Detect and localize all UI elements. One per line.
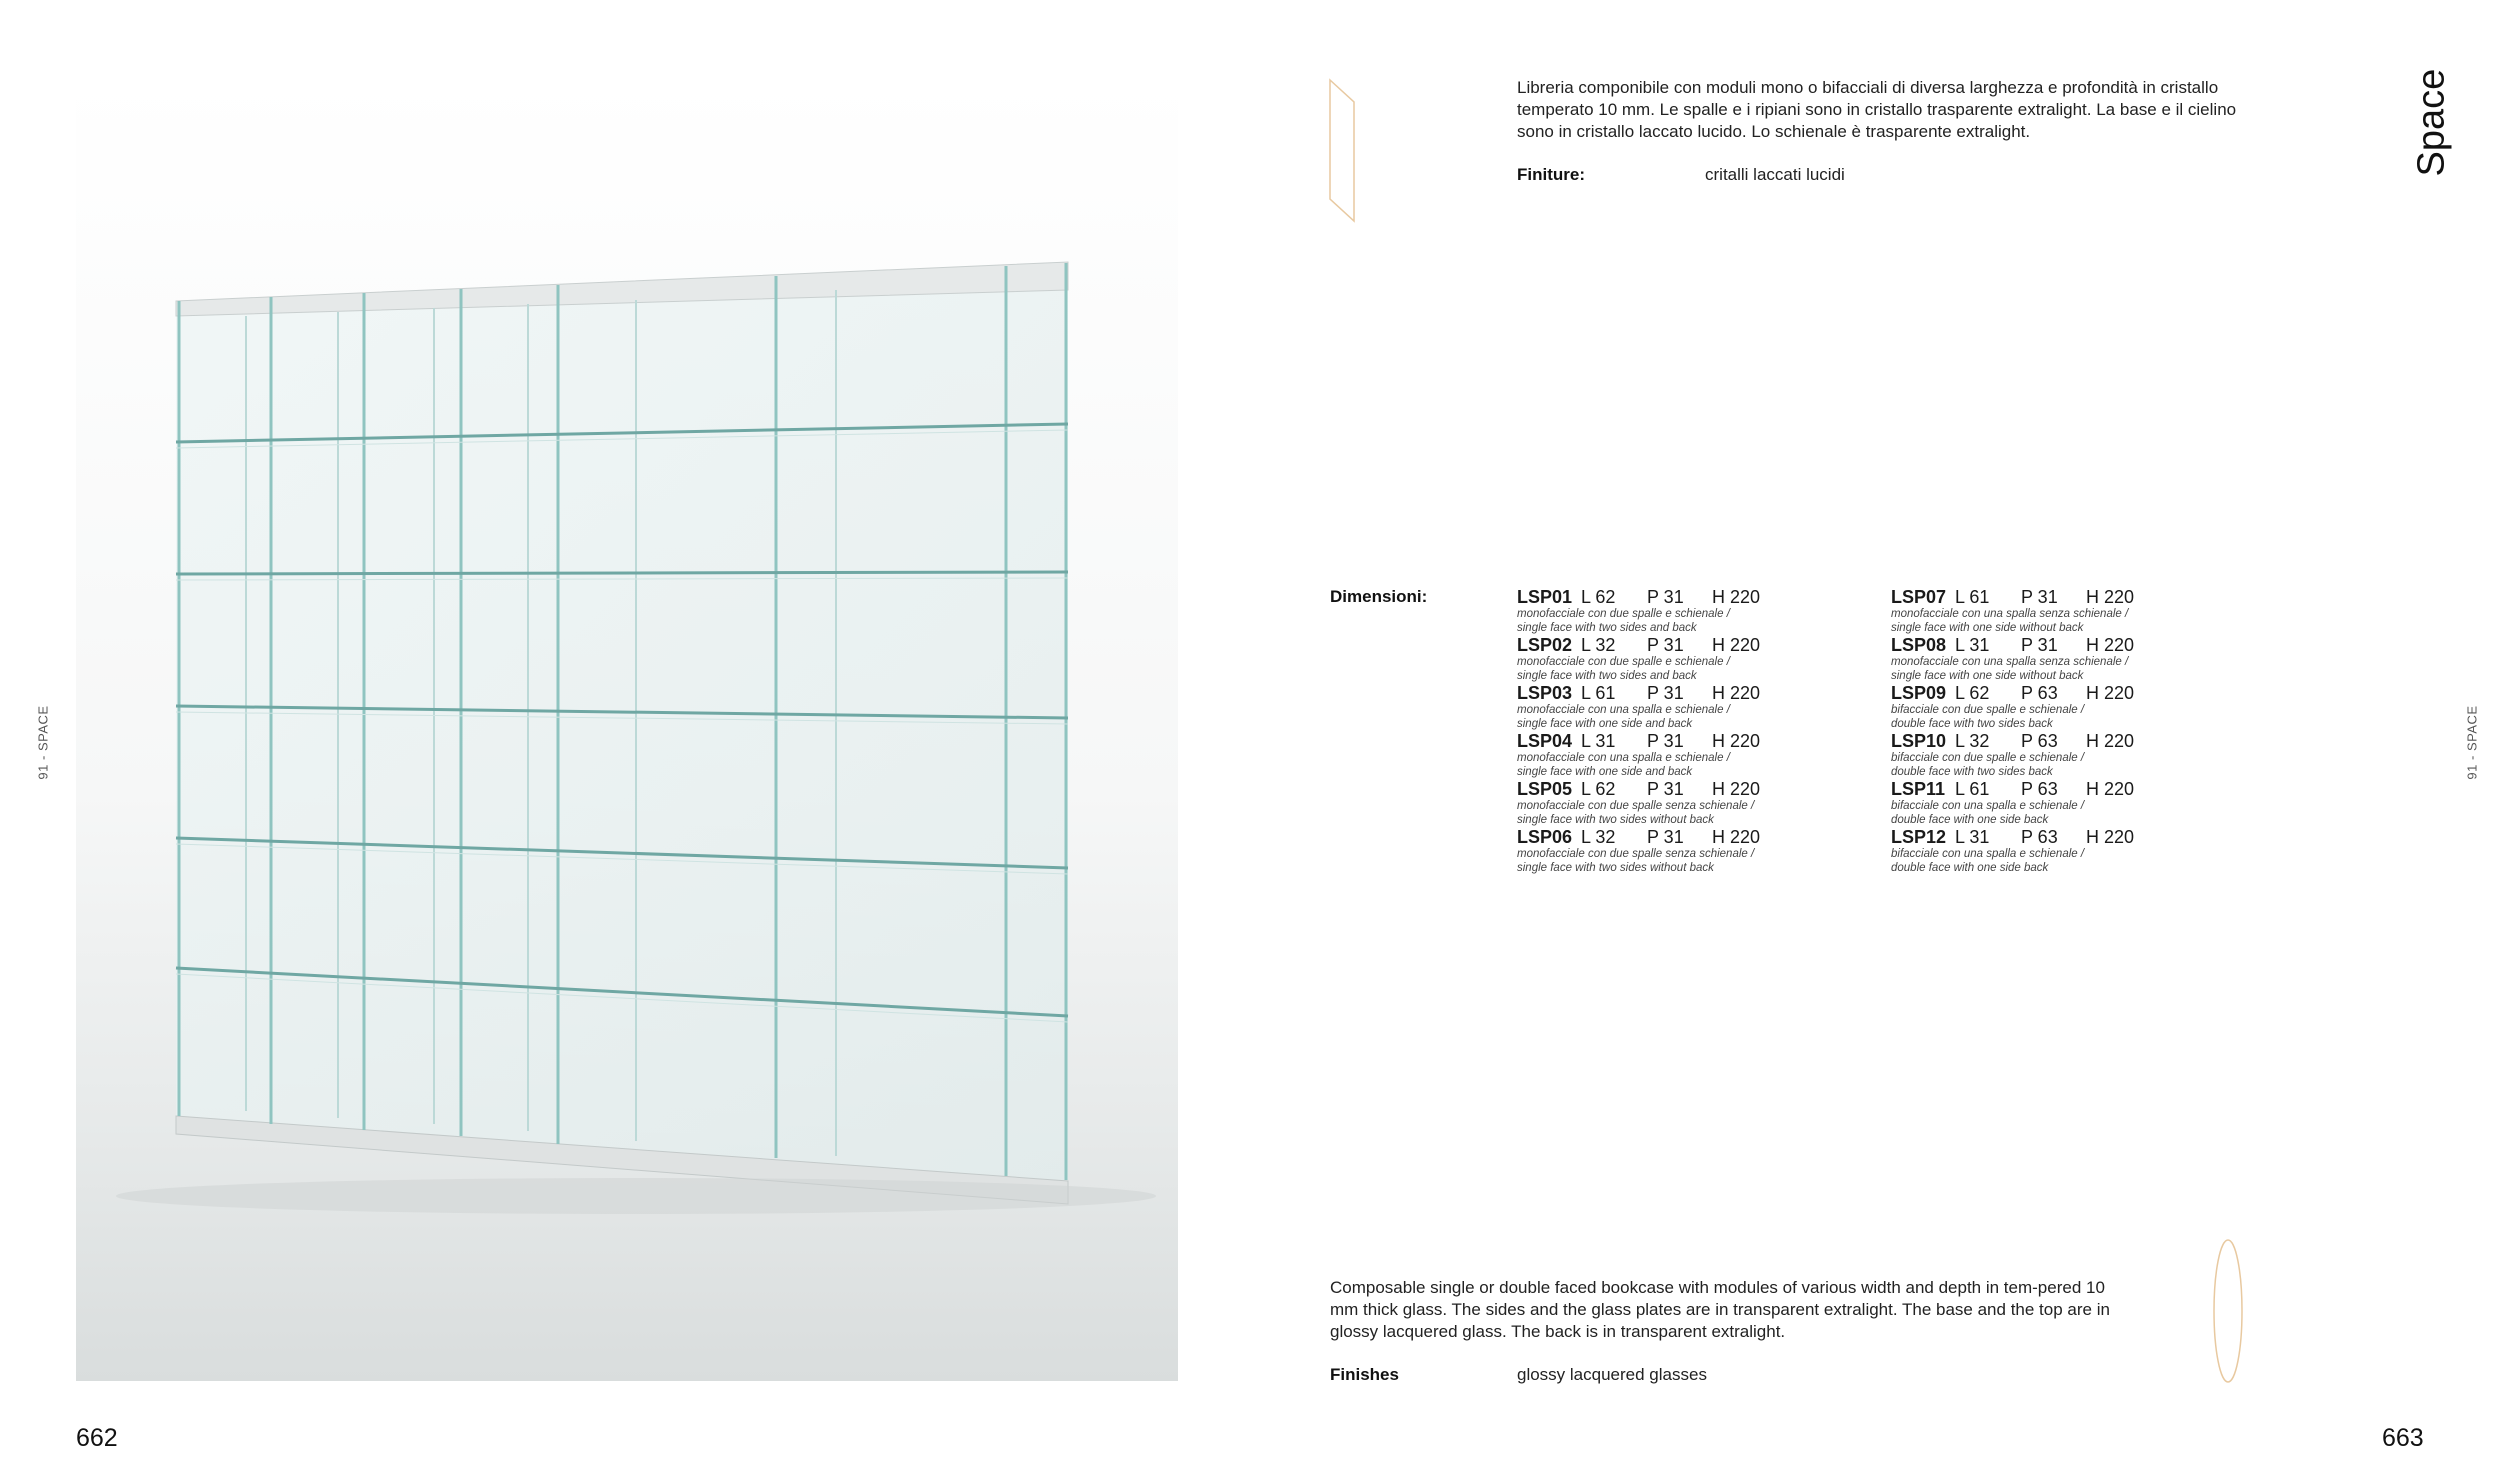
dimension-item (1891, 827, 2261, 875)
dimension-code: LSP02 (1517, 635, 1573, 655)
dimension-depth: P 31 (1647, 731, 1684, 751)
italian-description: Libreria componibile con moduli mono o bifacciali di diversa larghezza e profondità in cristallo temperato 10 mm. Le spalle e i ripiani sono in cristallo trasparente extralight. La base e il cielino sono in cristallo laccato lucido. Lo schienale è trasparente extralight. (1517, 78, 2237, 141)
dimension-height: H 220 (2086, 587, 2135, 607)
dimension-desc-en: double face with two sides back (1891, 718, 2053, 730)
dimension-code: LSP11 (1891, 779, 1946, 799)
dimension-length: L 62 (1955, 683, 1990, 703)
dimension-length: L 32 (1581, 827, 1616, 847)
dimension-desc-en: single face with one side and back (1517, 766, 1693, 778)
dimension-depth: P 63 (2021, 779, 2058, 799)
dimension-code: LSP01 (1517, 587, 1573, 607)
dimension-depth: P 63 (2021, 827, 2058, 847)
decorative-outline-shape-top (1328, 78, 1358, 223)
dimension-desc-en: double face with one side back (1891, 862, 2049, 874)
dimension-depth: P 31 (2021, 587, 2058, 607)
dimension-desc-it: bifacciale con una spalla e schienale / (1891, 848, 2085, 860)
dimension-desc-it: bifacciale con due spalle e schienale / (1891, 752, 2085, 764)
dimension-length: L 31 (1955, 635, 1990, 655)
dimension-desc-it: monofacciale con una spalla senza schienale / (1891, 656, 2129, 668)
left-page-number: 662 (76, 1424, 118, 1452)
dimension-depth: P 31 (1647, 779, 1684, 799)
dimension-desc-en: double face with two sides back (1891, 766, 2053, 778)
finiture-value: critalli laccati lucidi (1705, 165, 1845, 184)
dimension-code: LSP05 (1517, 779, 1573, 799)
dimension-height: H 220 (1712, 587, 1761, 607)
dimension-desc-en: single face with two sides without back (1517, 814, 1714, 826)
dimension-length: L 61 (1581, 683, 1616, 703)
dimension-code: LSP04 (1517, 731, 1573, 751)
decorative-outline-ellipse-bottom (2212, 1238, 2244, 1384)
dimension-item (1891, 779, 2261, 827)
dimension-code: LSP07 (1891, 587, 1947, 607)
dimension-desc-it: monofacciale con una spalla senza schienale / (1891, 608, 2129, 620)
dimension-item (1891, 587, 2261, 635)
dimension-desc-en: double face with one side back (1891, 814, 2049, 826)
finishes-value: glossy lacquered glasses (1517, 1365, 1707, 1384)
right-page-number: 663 (2382, 1424, 2424, 1452)
dimension-desc-en: single face with two sides and back (1517, 670, 1697, 682)
dimension-desc-it: monofacciale con due spalle senza schienale / (1517, 800, 1755, 812)
dimension-desc-en: single face with one side without back (1891, 622, 2084, 634)
dimension-height: H 220 (1712, 827, 1761, 847)
dimension-item (1517, 779, 1887, 827)
dimension-desc-en: single face with two sides without back (1517, 862, 1714, 874)
dimension-item (1517, 731, 1887, 779)
dimension-code: LSP09 (1891, 683, 1947, 703)
dimension-length: L 62 (1581, 779, 1616, 799)
dimension-desc-en: single face with one side and back (1517, 718, 1693, 730)
finiture-label: Finiture: (1517, 165, 1585, 184)
dimension-depth: P 31 (2021, 635, 2058, 655)
english-description: Composable single or double faced bookcase with modules of various width and depth in tem-pered 10 mm thick glass. The sides and the glass plates are in transparent extralight. The base and the top are in glossy lacquered glass. The back is in transparent extralight. (1330, 1278, 2110, 1341)
dimension-length: L 31 (1581, 731, 1616, 751)
dimensions-column-left (1517, 587, 1887, 875)
dimension-height: H 220 (1712, 779, 1761, 799)
dimension-depth: P 31 (1647, 827, 1684, 847)
dimension-height: H 220 (2086, 635, 2135, 655)
dimension-length: L 62 (1581, 587, 1616, 607)
dimension-desc-it: bifacciale con due spalle e schienale / (1891, 704, 2085, 716)
dimension-length: L 61 (1955, 587, 1990, 607)
dimension-code: LSP10 (1891, 731, 1947, 751)
dimension-height: H 220 (2086, 827, 2135, 847)
bookcase-photo (76, 76, 1178, 1381)
brand-title: Space (2410, 68, 2453, 177)
finishes-label: Finishes (1330, 1365, 1399, 1384)
dimension-length: L 32 (1955, 731, 1990, 751)
dimension-height: H 220 (1712, 635, 1761, 655)
dimension-height: H 220 (2086, 683, 2135, 703)
dimension-height: H 220 (1712, 731, 1761, 751)
left-side-label: 91 - SPACE (35, 705, 51, 780)
dimension-desc-it: bifacciale con una spalla e schienale / (1891, 800, 2085, 812)
dimension-item (1891, 635, 2261, 683)
dimension-depth: P 63 (2021, 731, 2058, 751)
dimension-code: LSP06 (1517, 827, 1573, 847)
dimension-code: LSP12 (1891, 827, 1947, 847)
dimension-depth: P 63 (2021, 683, 2058, 703)
dimension-item (1517, 587, 1887, 635)
dimension-desc-en: single face with two sides and back (1517, 622, 1697, 634)
dimension-item (1891, 683, 2261, 731)
right-side-label: 91 - SPACE (2464, 705, 2480, 780)
dimension-length: L 32 (1581, 635, 1616, 655)
dimension-desc-en: single face with one side without back (1891, 670, 2084, 682)
dimension-code: LSP08 (1891, 635, 1947, 655)
dimension-depth: P 31 (1647, 587, 1684, 607)
dimension-item (1517, 635, 1887, 683)
dimension-item (1517, 683, 1887, 731)
dimension-height: H 220 (2086, 779, 2135, 799)
dimensioni-label: Dimensioni: (1330, 587, 1428, 606)
dimension-desc-it: monofacciale con due spalle senza schienale / (1517, 848, 1755, 860)
dimension-height: H 220 (1712, 683, 1761, 703)
dimension-height: H 220 (2086, 731, 2135, 751)
dimension-item (1517, 827, 1887, 875)
dimension-depth: P 31 (1647, 683, 1684, 703)
dimension-desc-it: monofacciale con una spalla e schienale / (1517, 752, 1730, 764)
dimension-desc-it: monofacciale con due spalle e schienale / (1517, 608, 1730, 620)
dimension-item (1891, 731, 2261, 779)
dimension-depth: P 31 (1647, 635, 1684, 655)
dimension-desc-it: monofacciale con due spalle e schienale / (1517, 656, 1730, 668)
dimension-length: L 61 (1955, 779, 1990, 799)
dimension-desc-it: monofacciale con una spalla e schienale / (1517, 704, 1730, 716)
dimensions-column-right (1891, 587, 2261, 875)
dimension-length: L 31 (1955, 827, 1990, 847)
dimension-code: LSP03 (1517, 683, 1573, 703)
